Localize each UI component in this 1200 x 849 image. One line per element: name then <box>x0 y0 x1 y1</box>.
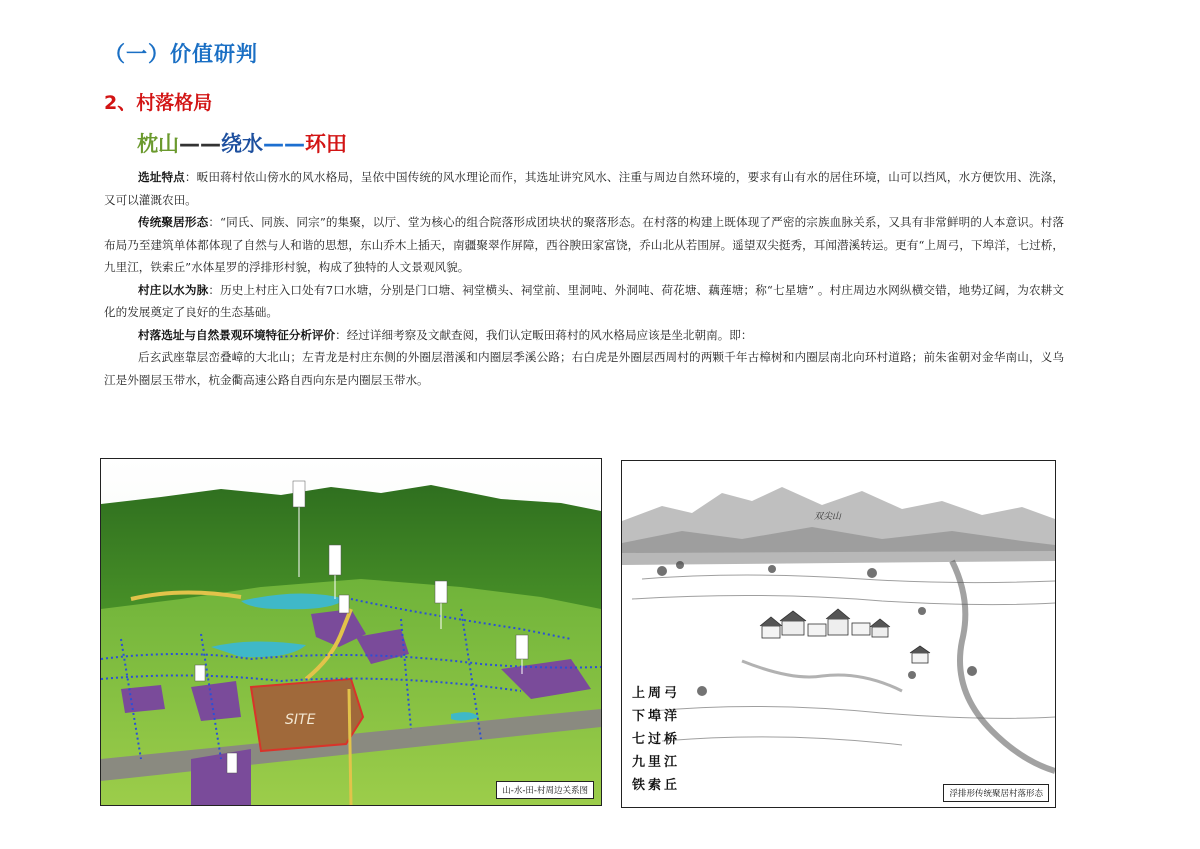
theme-part-field: 环田 <box>305 132 347 156</box>
theme-title <box>137 128 347 158</box>
paragraph-content: ：历史上村庄入口处有7口水塘，分别是门口塘、祠堂横头、祠堂前、里洞吨、外洞吨、荷花塘、藕莲塘；称“七星塘” 。村庄周边水网纵横交错，地势辽阔，为农耕文化的发展奠定了良好的生态基础。 <box>104 282 1064 319</box>
subsection-heading: 2、村落格局 <box>104 92 213 114</box>
village-form-sketch <box>621 460 1056 808</box>
theme-dash-1: —— <box>179 132 221 156</box>
paragraph-content: ：经过详细考察及文献查阅，我们认定畈田蒋村的风水格局应该是坐北朝南。即： <box>335 327 753 342</box>
paragraph-content: ：畈田蒋村依山傍水的风水格局，呈依中国传统的风水理论而作，其选址讲究风水、注重与周边自然环境的，要求有山有水的居住环境，山可以挡风，水方便饮用、洗涤，又可以灌溉农田。 <box>104 170 1064 207</box>
theme-dash-2: —— <box>263 132 305 156</box>
terrain-illustration <box>101 459 601 805</box>
poem-line-3: 七过桥 <box>632 732 681 747</box>
section-heading: （一）价值研判 <box>104 42 258 66</box>
paragraph-water-veins <box>104 279 1064 324</box>
paragraph-evaluation <box>104 324 1064 347</box>
village-relation-map <box>100 458 602 806</box>
figure-caption: 山-水-田-村周边关系图 <box>496 781 594 799</box>
paragraph-label: 村落选址与自然景观环境特征分析评价 <box>138 327 336 342</box>
figure-caption: 浮排形传统聚居村落形态 <box>943 784 1049 802</box>
site-label: SITE <box>285 712 316 728</box>
mountain-label: 双尖山 <box>814 512 842 522</box>
paragraph-site-features <box>104 166 1064 211</box>
paragraph-label: 选址特点 <box>138 170 185 184</box>
poem-line-4: 九里江 <box>632 755 681 770</box>
paragraph-label: 传统聚居形态 <box>138 215 209 229</box>
paragraph-settlement-form <box>104 211 1064 279</box>
poem-line-5: 铁索丘 <box>632 778 681 793</box>
poem-line-1: 上周弓 <box>632 686 681 701</box>
ink-sketch-illustration <box>622 461 1055 807</box>
poem-line-2: 下埠洋 <box>632 709 681 724</box>
paragraph-label: 村庄以水为脉 <box>138 282 209 297</box>
paragraph-fengshui <box>104 346 1064 391</box>
paragraph-content: ：“同氏、同族、同宗”的集聚，以厅、堂为核心的组合院落形成团块状的聚落形态。在村落的构建上既体现了严密的宗族血脉关系，又具有非常鲜明的人本意识。村落布局乃至建筑单体都体现了自然与人和谐的思想，东山乔木上插天，南疆聚翠作屏障，西谷腴田家富饶，乔山北从若围屏。遥望双尖挺秀，耳闻潜溪转运。更有“上周弓，下埠洋，七过桥，九里江，铁索丘”水体星罗的浮排形村貌，构成了独特的人文景观风貌。 <box>104 215 1064 274</box>
paragraph-content: 后玄武座靠层峦叠嶂的大北山；左青龙是村庄东侧的外圈层潜溪和内圈层季溪公路；右白虎是外圈层西周村的两颗千年古樟树和内圈层南北向环村道路；前朱雀朝对金华南山，义乌江是外圈层玉带水，杭金衢高速公路自西向东是内圈层玉带水。 <box>104 350 1064 387</box>
body-text <box>104 166 1064 391</box>
theme-part-water: 绕水 <box>221 132 263 156</box>
theme-part-mountain: 枕山 <box>137 132 179 156</box>
